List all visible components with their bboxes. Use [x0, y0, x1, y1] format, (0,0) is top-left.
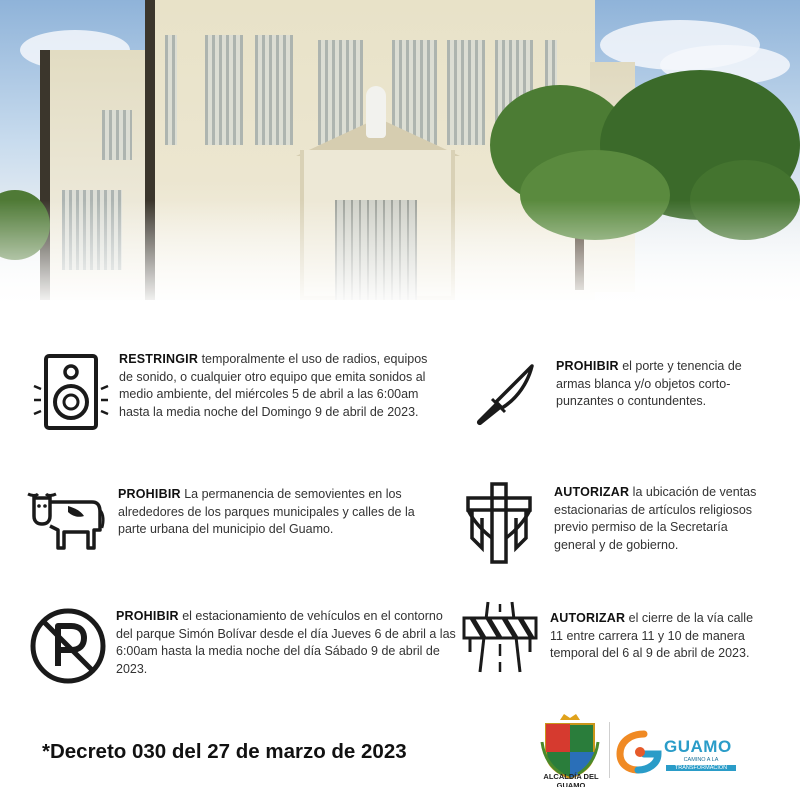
- measure-prohibit-livestock: [24, 486, 443, 552]
- guamo-tagline-line-1: CAMINO A LA: [683, 757, 719, 763]
- logo-divider: [609, 722, 610, 778]
- measure-body: el porte y tenencia de armas blanca y/o objetos corto-punzantes o contundentes.: [556, 359, 742, 408]
- measure-authorize-vendors: [462, 482, 764, 564]
- speaker-icon: [32, 350, 110, 432]
- church-window: [102, 110, 132, 160]
- decree-note: *Decreto 030 del 27 de marzo de 2023: [42, 740, 407, 763]
- guamo-tagline-line-2: TRANSFORMACIÓN: [666, 765, 736, 772]
- measure-text: [550, 610, 768, 663]
- measure-text: [116, 608, 456, 678]
- measure-body: temporalmente el uso de radios, equipos de sonido, o cualquier otro equipo que emita sonidos al medio ambiente, del miércoles 5 de abril a las 6:00am hasta la media noche del Domingo 9 de abril de 2023.: [119, 352, 428, 419]
- measure-text: [554, 484, 764, 554]
- measure-restrict-sound: [32, 350, 444, 432]
- measure-body: el cierre de la vía calle 11 entre carrera 11 y 10 de manera temporal del 6 al 9 de abril de 2023.: [550, 611, 754, 660]
- knife-icon: [466, 358, 538, 430]
- measure-text: [119, 351, 444, 421]
- photo-fade: [0, 200, 800, 320]
- guamo-logo-word: GUAMO: [664, 737, 732, 756]
- church-window: [205, 35, 243, 145]
- guamo-tagline: [666, 757, 736, 771]
- measure-body: el estacionamiento de vehículos en el contorno del parque Simón Bolívar desde el día Jueves 6 de abril a las 6:00am hasta la media noche del día Sábado 9 de abril de 2023.: [116, 609, 456, 676]
- measure-text: [118, 486, 443, 539]
- measure-keyword: AUTORIZAR: [554, 485, 630, 499]
- measure-body: la ubicación de ventas estacionarias de artículos religiosos previo permiso de la Secretaría general y de gobierno.: [554, 485, 757, 552]
- measure-keyword: AUTORIZAR: [550, 611, 626, 625]
- measure-prohibit-parking: [28, 606, 456, 686]
- measure-keyword: PROHIBIR: [118, 487, 181, 501]
- cow-icon: [24, 486, 106, 552]
- measure-keyword: PROHIBIR: [116, 609, 179, 623]
- measure-prohibit-weapons: [466, 358, 766, 430]
- cross-icon: [462, 482, 536, 564]
- alcaldia-label: ALCALDÍA DEL GUAMO: [543, 772, 599, 787]
- measure-body: La permanencia de semovientes en los alrededores de los parques municipales y calles de la parte urbana del municipio del Guamo.: [118, 487, 415, 536]
- measure-keyword: RESTRINGIR: [119, 352, 199, 366]
- guamo-logo-icon: [614, 728, 664, 774]
- church-window: [255, 35, 293, 145]
- church-window: [165, 35, 177, 145]
- no-parking-icon: [28, 606, 108, 686]
- road-closed-icon: [462, 600, 538, 674]
- measure-text: [556, 358, 766, 411]
- church-statue: [366, 86, 386, 138]
- measure-keyword: PROHIBIR: [556, 359, 619, 373]
- church-photo: [0, 0, 800, 320]
- measure-authorize-road-closure: [462, 600, 768, 674]
